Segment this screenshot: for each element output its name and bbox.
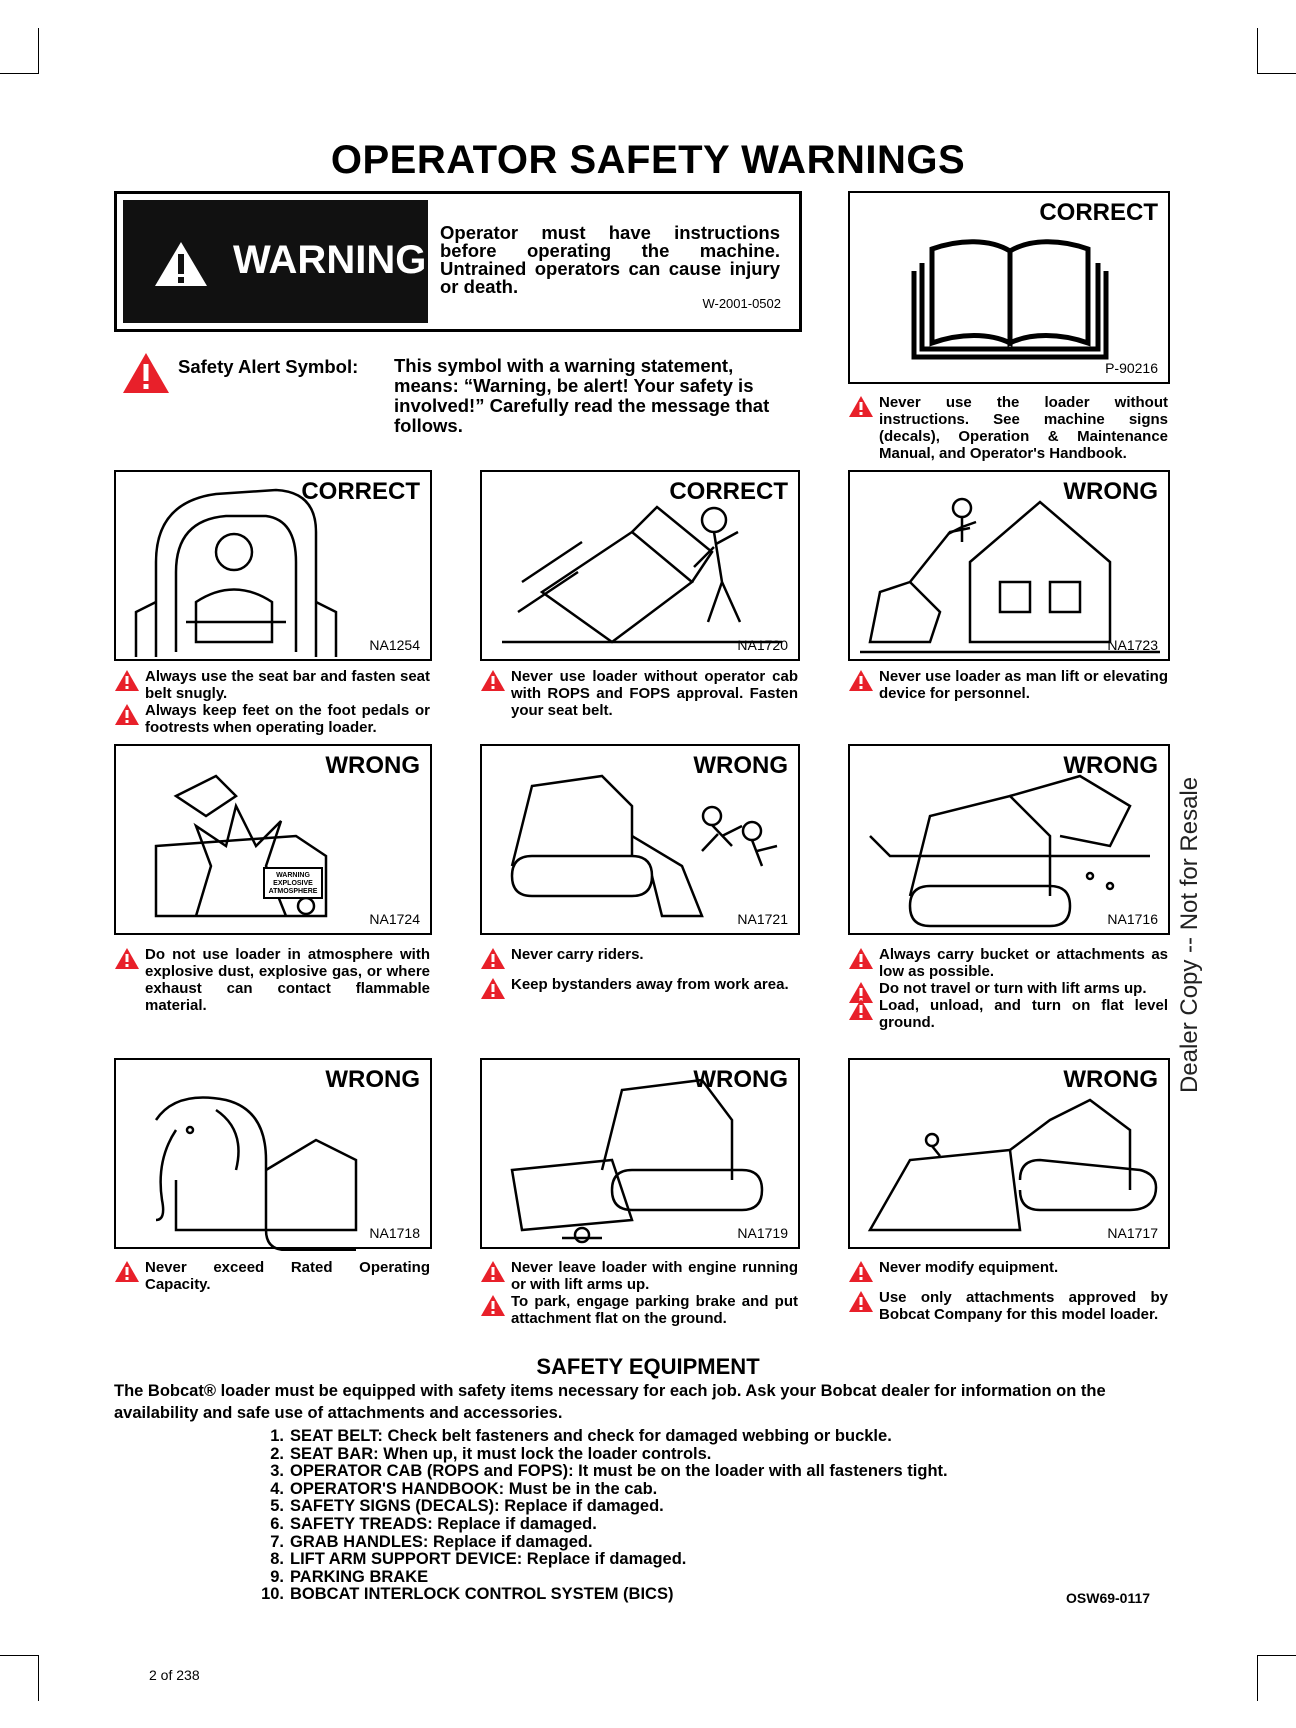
panel-caption: Never modify equipment. Use only attachments approved by Bobcat Company for this model loader. <box>848 1259 1168 1323</box>
crop-mark <box>38 1655 39 1701</box>
panel-status: WRONG <box>325 752 420 779</box>
safety-alert-icon <box>848 669 874 692</box>
panel-rops <box>480 470 800 661</box>
panel-code: NA1254 <box>369 637 420 653</box>
safety-alert-icon <box>480 1294 506 1317</box>
panel-code: NA1716 <box>1107 911 1158 927</box>
panel-manual <box>848 191 1170 384</box>
crop-mark <box>1258 73 1296 74</box>
panel-status: WRONG <box>1063 752 1158 779</box>
warning-box <box>114 191 802 332</box>
list-item: 4. OPERATOR'S HANDBOOK: Must be in the cab. <box>270 1479 658 1498</box>
explosive-sign: WARNING EXPLOSIVE ATMOSPHERE <box>268 872 318 895</box>
panel-caption: Never use loader as man lift or elevating device for personnel. <box>848 668 1168 702</box>
panel-caption: Never use the loader without instructions. See machine signs (decals), Operation & Maintenance Manual, and Operator's Handbook. <box>848 394 1168 462</box>
page-title: OPERATOR SAFETY WARNINGS <box>330 138 966 182</box>
panel-code: P-90216 <box>1105 360 1158 376</box>
panel-status: WRONG <box>693 752 788 779</box>
safety-alert-icon <box>848 998 874 1021</box>
panel-status: CORRECT <box>301 478 420 505</box>
safety-alert-icon <box>480 669 506 692</box>
safety-alert-icon <box>848 947 874 970</box>
panel-code: NA1723 <box>1107 637 1158 653</box>
list-item: 10. BOBCAT INTERLOCK CONTROL SYSTEM (BICS) <box>261 1585 674 1604</box>
warning-label: WARNING <box>233 238 427 282</box>
safety-alert-icon <box>480 1260 506 1283</box>
list-item: 1. SEAT BELT: Check belt fasteners and check for damaged webbing or buckle. <box>270 1427 892 1445</box>
warning-code: W-2001-0502 <box>702 296 781 311</box>
safety-alert-icon <box>122 352 170 394</box>
panel-riders <box>480 744 800 935</box>
panel-code: NA1717 <box>1107 1225 1158 1241</box>
panel-status: CORRECT <box>1039 199 1158 226</box>
safety-alert-icon <box>114 1260 140 1283</box>
safety-alert-icon <box>848 1260 874 1283</box>
panel-code: NA1720 <box>737 637 788 653</box>
panel-status: WRONG <box>325 1066 420 1093</box>
safety-equipment-list <box>254 1428 948 1604</box>
list-item: 2. SEAT BAR: When up, it must lock the loader controls. <box>270 1444 712 1463</box>
panel-rated-capacity <box>114 1058 432 1249</box>
crop-mark <box>0 73 38 74</box>
panel-caption: Always use the seat bar and fasten seat belt snugly. Always keep feet on the foot pedals or footrests when operating loader. <box>114 668 430 736</box>
safety-alert-icon <box>480 977 506 1000</box>
safety-equipment-intro: The Bobcat® loader must be equipped with safety items necessary for each job. Ask your Bobcat dealer for information on the availability and safe use of attachments and accessories. <box>114 1382 1106 1422</box>
list-item: 7. GRAB HANDLES: Replace if damaged. <box>270 1532 593 1551</box>
crop-mark <box>1257 28 1258 74</box>
panel-code: NA1721 <box>737 911 788 927</box>
list-item: 3. OPERATOR CAB (ROPS and FOPS): It must be on the loader with all fasteners tight. <box>270 1462 948 1481</box>
panel-status: WRONG <box>1063 1066 1158 1093</box>
safety-alert-label: Safety Alert Symbol: <box>178 356 359 377</box>
safety-alert-row <box>122 352 802 442</box>
panel-man-lift <box>848 470 1170 661</box>
safety-alert-text: This symbol with a warning statement, means: “Warning, be alert! Your safety is involved!” Carefully read the message that follows. <box>394 355 770 436</box>
panel-code: NA1718 <box>369 1225 420 1241</box>
safety-alert-icon <box>114 947 140 970</box>
warning-banner <box>123 200 428 323</box>
crop-mark <box>1258 1655 1296 1656</box>
panel-caption: Do not use loader in atmosphere with explosive dust, explosive gas, or where exhaust can contact flammable material. <box>114 946 430 1014</box>
warning-triangle-icon <box>153 240 209 288</box>
panel-status: WRONG <box>1063 478 1158 505</box>
panel-caption: Never leave loader with engine running or with lift arms up. To park, engage parking brake and put attachment flat on the ground. <box>480 1259 798 1327</box>
panel-status: WRONG <box>693 1066 788 1093</box>
safety-alert-icon <box>114 703 140 726</box>
panel-caption: Always carry bucket or attachments as low as possible. Do not travel or turn with lift arms up. Load, unload, and turn on flat level ground. <box>848 946 1168 1031</box>
safety-equipment-heading: SAFETY EQUIPMENT <box>536 1354 760 1379</box>
safety-alert-icon <box>480 947 506 970</box>
panel-seat-bar <box>114 470 432 661</box>
safety-alert-icon <box>114 669 140 692</box>
panel-status: CORRECT <box>669 478 788 505</box>
panel-caption: Never use loader without operator cab with ROPS and FOPS approval. Fasten your seat belt. <box>480 668 798 719</box>
panel-caption: Never exceed Rated Operating Capacity. <box>114 1259 430 1293</box>
panel-modify <box>848 1058 1170 1249</box>
panel-bucket-low <box>848 744 1170 935</box>
safety-alert-icon <box>848 395 874 418</box>
panel-code: NA1724 <box>369 911 420 927</box>
list-item: 5. SAFETY SIGNS (DECALS): Replace if damaged. <box>270 1497 664 1516</box>
panel-code: NA1719 <box>737 1225 788 1241</box>
list-item: 6. SAFETY TREADS: Replace if damaged. <box>270 1514 597 1533</box>
safety-alert-icon <box>848 1290 874 1313</box>
crop-mark <box>0 1655 38 1656</box>
list-item: 8. LIFT ARM SUPPORT DEVICE: Replace if damaged. <box>270 1550 687 1569</box>
doc-code: OSW69-0117 <box>1066 1590 1151 1606</box>
side-watermark: Dealer Copy -- Not for Resale <box>1176 776 1203 1093</box>
panel-caption: Never carry riders. Keep bystanders away from work area. <box>480 946 798 993</box>
panel-explosive <box>114 744 432 935</box>
list-item: 9. PARKING BRAKE <box>270 1567 429 1586</box>
page-number: 2 of 238 <box>149 1667 200 1683</box>
panel-leaving-loader <box>480 1058 800 1249</box>
warning-text: Operator must have instructions before operating the machine. Untrained operators can cause injury or death. <box>440 222 780 297</box>
crop-mark <box>1257 1655 1258 1701</box>
crop-mark <box>38 28 39 74</box>
